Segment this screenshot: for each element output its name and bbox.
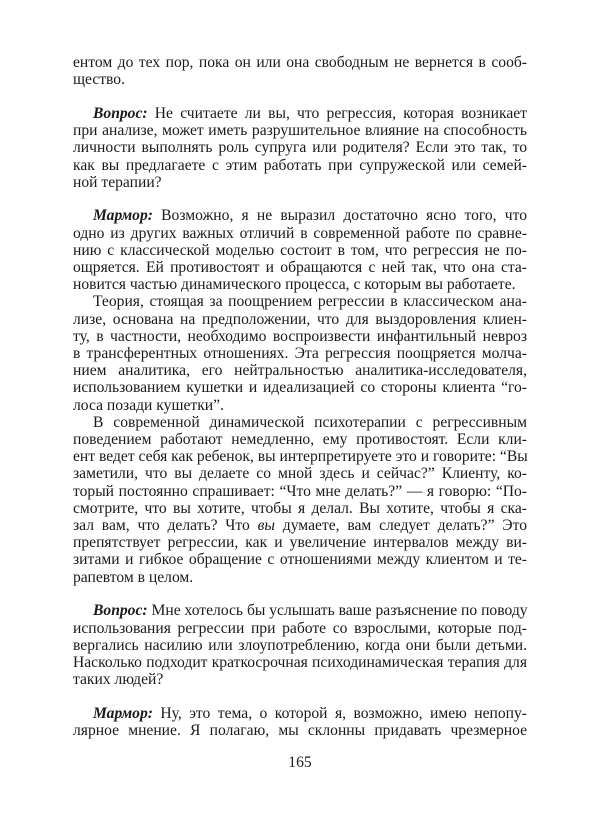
text-line — [73, 122, 527, 140]
text-line — [73, 397, 527, 415]
text-line — [73, 654, 527, 672]
text-segment: использования регрессии при работе со взрослыми, которые под- — [73, 619, 527, 637]
text-segment: в трансферентных отношениях. Эта регрессия поощряется молча- — [73, 345, 527, 362]
text-segment: нию с классической моделью состоит в том, что регрессия не по- — [73, 241, 527, 259]
text-segment: лизе, основана на предположении, что для выздоровления клиен- — [73, 310, 527, 328]
text-line — [73, 139, 527, 157]
text-line — [73, 311, 527, 329]
text-line — [73, 569, 527, 587]
speaker-label: Вопрос: — [93, 104, 148, 122]
text-line — [73, 174, 527, 192]
text-line — [73, 54, 527, 72]
text-segment: новится частью динамического процесса, с которым вы работаете. — [73, 276, 516, 294]
text-segment: В современной динамической психотерапии с регрессивным — [93, 413, 527, 431]
text-line — [73, 534, 527, 552]
text-line — [73, 276, 527, 294]
text-line — [73, 551, 527, 569]
text-line — [73, 465, 527, 483]
text-segment: ощряется. Ей противостоят и обращаются с ней так, что она ста- — [73, 259, 527, 276]
text-line — [73, 671, 527, 689]
text-segment: ентом до тех пор, пока он или она свободным не вернется в сооб- — [73, 54, 527, 71]
text-segment: зитами и гибкое обращение с отношениями между клиентом и те- — [73, 551, 527, 569]
speaker-label: Мармор: — [93, 704, 153, 722]
text-line — [73, 71, 527, 89]
text-line — [73, 448, 527, 466]
text-line — [93, 207, 527, 225]
text-line — [73, 379, 527, 397]
text-line — [73, 225, 527, 243]
text-segment: ной терапии? — [73, 173, 162, 191]
text-segment: заметили, что вы делаете со мной здесь и сейчас?” Клиенту, ко- — [73, 465, 527, 483]
text-line — [73, 242, 527, 260]
text-segment: торый постоянно спрашивает: “Что мне делать?” — я говорю: “По- — [73, 482, 527, 500]
text-line — [73, 722, 527, 740]
text-segment: одно из других важных отличий в современной работе по сравне- — [73, 224, 527, 242]
text-segment: смотрите, что вы хотите, чтобы я делал. Вы хотите, чтобы я ска- — [73, 499, 527, 517]
speaker-label: Мармор: — [93, 207, 153, 225]
text-segment: рапевтом в целом. — [73, 568, 194, 586]
text-line — [93, 414, 527, 432]
text-line — [73, 259, 527, 277]
text-line — [93, 293, 527, 311]
text-line — [73, 345, 527, 363]
text-line — [73, 362, 527, 380]
text-segment: Ну, это тема, о которой я, возможно, имею непопу- — [160, 704, 527, 722]
text-line — [93, 705, 527, 723]
text-segment: поведением работают немедленно, ему противостоят. Если кли- — [73, 431, 527, 448]
text-line — [73, 328, 527, 346]
text-segment: лоса позади кушетки”. — [73, 396, 224, 414]
text-segment: щество. — [73, 71, 126, 89]
text-segment: зал вам, что делать? Что — [73, 517, 258, 534]
emphasis-text: вы — [257, 517, 275, 534]
text-line — [73, 620, 527, 638]
text-segment: лярное мнение. Я полагаю, мы склонны придавать чрезмерное — [73, 722, 527, 739]
page-number: 165 — [288, 754, 312, 771]
text-segment: думаете, вам следует делать?” Это — [274, 517, 527, 534]
text-line — [73, 500, 527, 518]
text-segment: ент ведет себя как ребенок, вы интерпретируете это и говорите: “Вы — [73, 448, 528, 466]
text-line — [93, 602, 527, 620]
text-segment: при анализе, может иметь разрушительное влияние на способность — [73, 122, 527, 140]
text-line — [73, 483, 527, 501]
text-line — [73, 637, 527, 655]
text-line — [73, 157, 527, 175]
text-segment: как вы предлагаете с этим работать при супружеской или семей- — [73, 156, 527, 174]
text-segment: Теория, стоящая за поощрением регрессии в классическом ана- — [93, 293, 527, 311]
text-line — [73, 431, 527, 449]
text-segment: препятствует регрессии, как и увеличение интервалов между ви- — [73, 534, 527, 552]
text-line — [93, 105, 527, 123]
text-segment: ту, в частности, необходимо воспроизвести инфантильный невроз — [73, 327, 527, 345]
text-segment: Мне хотелось бы услышать ваше разъяснение по поводу — [151, 602, 528, 620]
text-segment: вергались насилию или злоупотреблению, когда они были детьми. — [73, 636, 527, 654]
text-segment: Возможно, я не выразил достаточно ясно того, что — [161, 207, 527, 225]
text-segment: Насколько подходит краткосрочная психодинамическая терапия для — [73, 653, 527, 671]
text-line — [73, 517, 527, 535]
speaker-label: Вопрос: — [93, 602, 148, 620]
text-segment: таких людей? — [73, 671, 164, 689]
text-segment: нием аналитика, его нейтральностью аналитика-исследователя, — [73, 362, 527, 380]
text-segment: личности выполнять роль супруга или родителя? Если это так, то — [73, 139, 527, 157]
text-segment: использованием кушетки и идеализацией со стороны клиента “го- — [73, 379, 527, 397]
text-segment: Не считаете ли вы, что регрессия, которая возникает — [154, 104, 527, 122]
